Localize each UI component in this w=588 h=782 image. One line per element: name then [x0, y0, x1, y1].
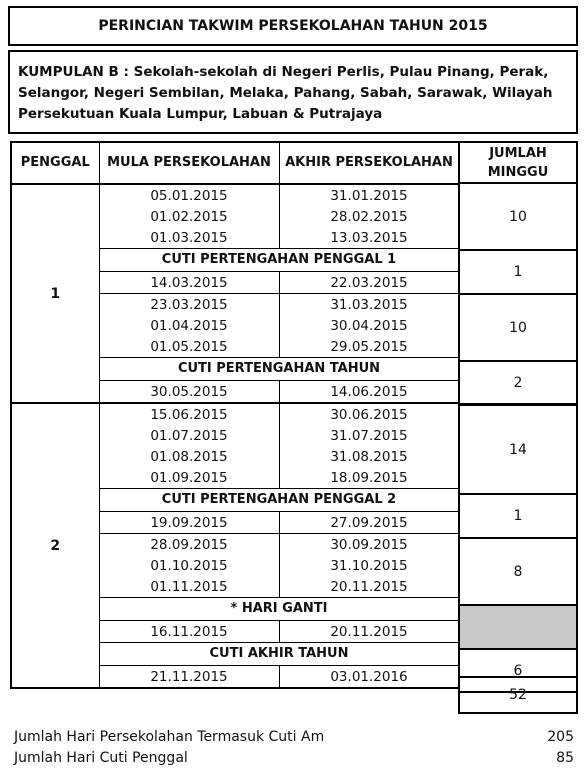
page-title: PERINCIAN TAKWIM PERSEKOLAHAN TAHUN 2015 — [8, 6, 578, 46]
start-date: 01.02.2015 — [99, 206, 279, 227]
total-weeks: 52 — [458, 676, 578, 714]
end-date: 30.06.2015 — [279, 403, 459, 425]
group-description: KUMPULAN B : Sekolah-sekolah di Negeri Perlis, Pulau Pinang, Perak, Selangor, Negeri Sembilan, Melaka, Pahang, Sabah, Sarawak, Wilayah Persekutuan Kuala Lumpur, Labuan & Putrajaya — [8, 50, 578, 134]
end-date: 31.08.2015 — [279, 446, 459, 467]
footer-value-1: 205 — [547, 729, 574, 745]
start-date: 28.09.2015 — [99, 534, 279, 556]
calendar-table — [10, 141, 460, 689]
end-date: 30.04.2015 — [279, 315, 459, 336]
end-date: 31.10.2015 — [279, 555, 459, 576]
end-date: 13.03.2015 — [279, 227, 459, 249]
start-date: 19.09.2015 — [99, 512, 279, 534]
penggal-1-cell: 1 — [11, 184, 99, 403]
start-date: 15.06.2015 — [99, 403, 279, 425]
holiday-label: CUTI PERTENGAHAN PENGGAL 2 — [99, 489, 459, 512]
holiday-label: CUTI AKHIR TAHUN — [99, 643, 459, 666]
weeks-value: 6 — [458, 649, 578, 693]
holiday-label: CUTI PERTENGAHAN TAHUN — [99, 358, 459, 381]
weeks-value: 1 — [458, 250, 578, 294]
header-akhir: AKHIR PERSEKOLAHAN — [279, 142, 459, 184]
end-date: 29.05.2015 — [279, 336, 459, 358]
penggal-2-cell: 2 — [11, 403, 99, 688]
end-date: 18.09.2015 — [279, 467, 459, 489]
end-date: 31.01.2015 — [279, 184, 459, 206]
end-date: 20.11.2015 — [279, 621, 459, 643]
start-date: 16.11.2015 — [99, 621, 279, 643]
start-date: 01.03.2015 — [99, 227, 279, 249]
start-date: 01.10.2015 — [99, 555, 279, 576]
start-date: 05.01.2015 — [99, 184, 279, 206]
start-date: 01.04.2015 — [99, 315, 279, 336]
weeks-value: 14 — [458, 405, 578, 494]
header-jumlah: JUMLAH — [489, 145, 547, 161]
end-date: 31.03.2015 — [279, 294, 459, 316]
end-date: 28.02.2015 — [279, 206, 459, 227]
start-date: 14.03.2015 — [99, 272, 279, 294]
end-date: 22.03.2015 — [279, 272, 459, 294]
weeks-value: 2 — [458, 361, 578, 405]
end-date: 30.09.2015 — [279, 534, 459, 556]
end-date: 20.11.2015 — [279, 576, 459, 598]
weeks-value: 10 — [458, 294, 578, 361]
weeks-value: 8 — [458, 538, 578, 605]
start-date: 01.11.2015 — [99, 576, 279, 598]
start-date: 23.03.2015 — [99, 294, 279, 316]
holiday-label: CUTI PERTENGAHAN PENGGAL 1 — [99, 249, 459, 272]
weeks-value: 10 — [458, 183, 578, 250]
header-mula: MULA PERSEKOLAHAN — [99, 142, 279, 184]
weeks-value — [458, 605, 578, 649]
start-date: 01.08.2015 — [99, 446, 279, 467]
start-date: 01.07.2015 — [99, 425, 279, 446]
holiday-label: * HARI GANTI — [99, 598, 459, 621]
start-date: 01.09.2015 — [99, 467, 279, 489]
end-date: 31.07.2015 — [279, 425, 459, 446]
header-minggu: MINGGU — [487, 164, 549, 180]
start-date: 30.05.2015 — [99, 381, 279, 404]
header-penggal: PENGGAL — [11, 142, 99, 184]
start-date: 01.05.2015 — [99, 336, 279, 358]
weeks-value: 1 — [458, 494, 578, 538]
start-date: 21.11.2015 — [99, 666, 279, 689]
footer-value-2: 85 — [556, 750, 574, 766]
end-date: 03.01.2016 — [279, 666, 459, 689]
header-jumlah-minggu — [458, 141, 578, 183]
footer-label-2: Jumlah Hari Cuti Penggal — [14, 750, 188, 766]
end-date: 27.09.2015 — [279, 512, 459, 534]
footer-label-1: Jumlah Hari Persekolahan Termasuk Cuti Am — [14, 729, 325, 745]
end-date: 14.06.2015 — [279, 381, 459, 404]
